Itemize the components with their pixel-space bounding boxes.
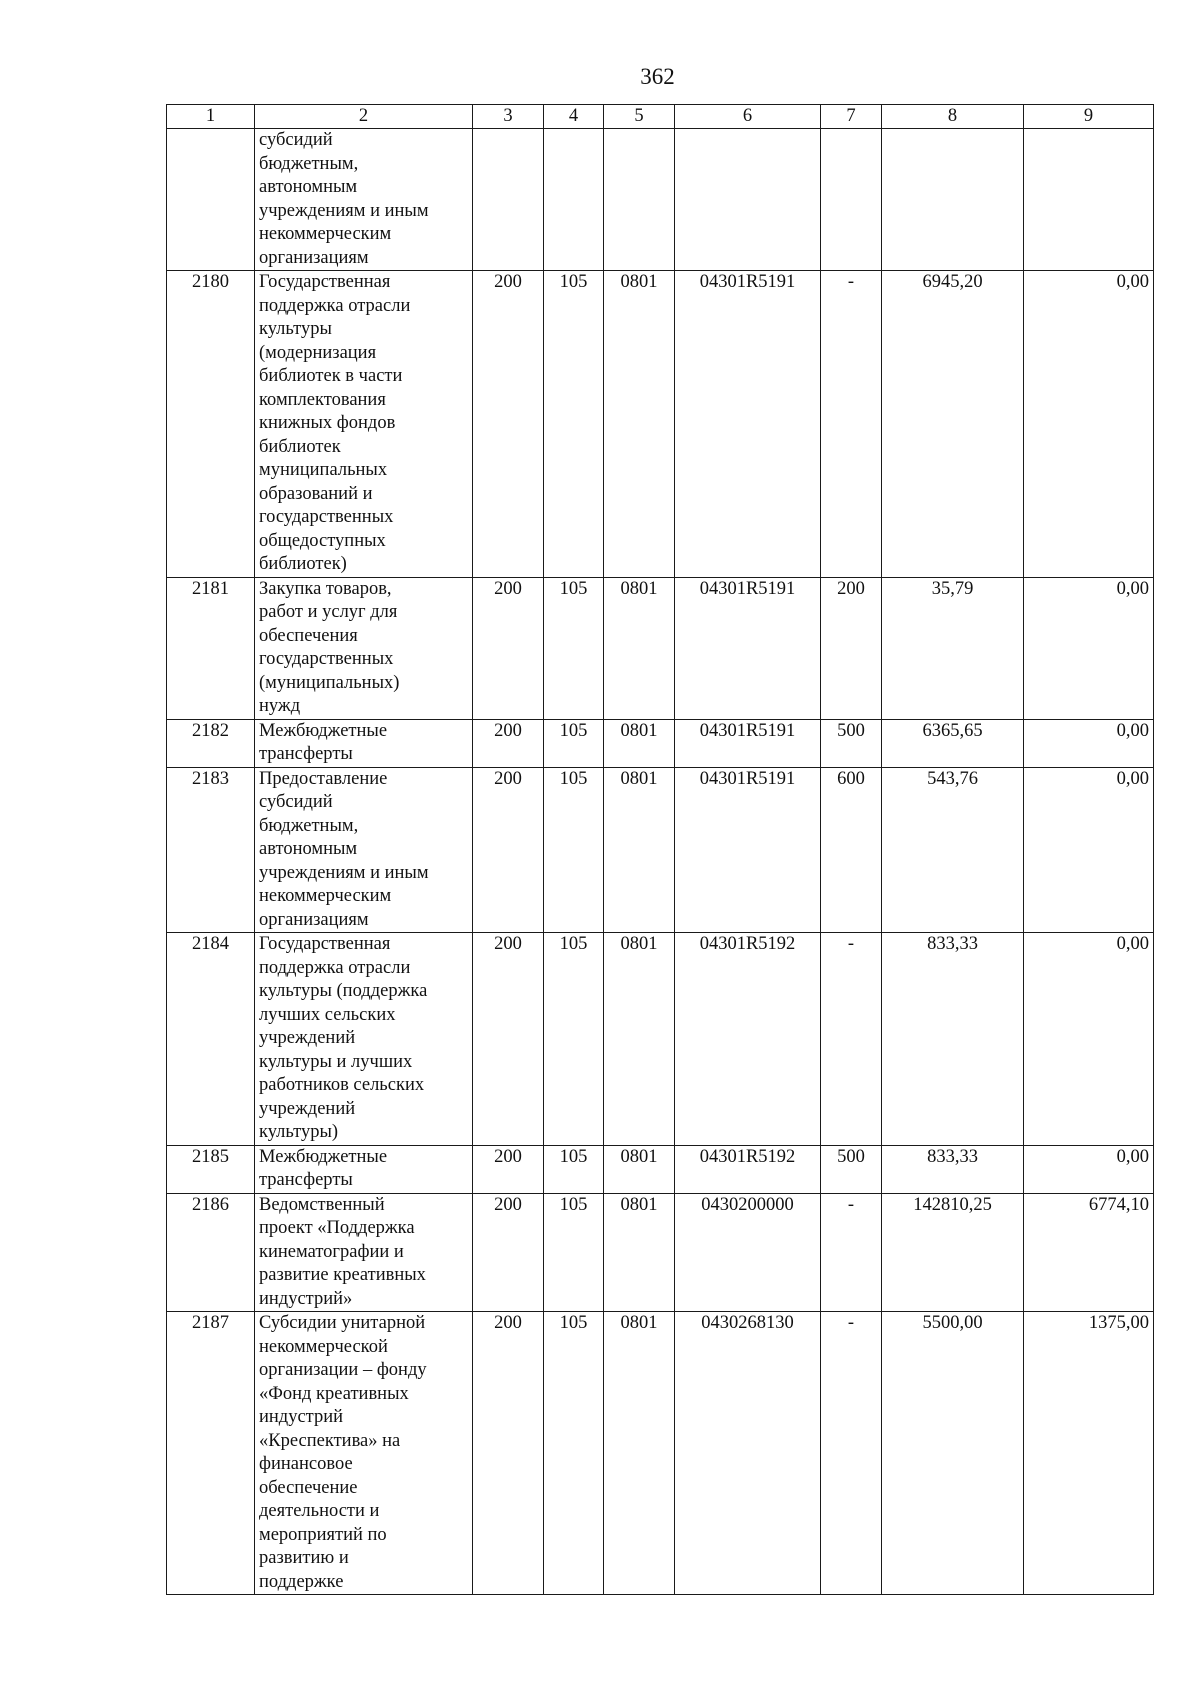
cell-col6: 0430200000 <box>675 1193 821 1312</box>
cell-col4: 105 <box>544 1145 604 1193</box>
row-number: 2184 <box>167 933 255 1146</box>
cell-col4: 105 <box>544 271 604 578</box>
column-header: 8 <box>882 105 1024 129</box>
cell-col4: 105 <box>544 1312 604 1595</box>
cell-col5: 0801 <box>604 577 675 719</box>
row-number: 2180 <box>167 271 255 578</box>
cell-col3: 200 <box>473 271 544 578</box>
cell-col9: 0,00 <box>1024 271 1154 578</box>
table-row <box>167 129 1154 271</box>
row-name: субсидий бюджетным, автономным учреждениям и иным некоммерческим организациям <box>255 129 473 271</box>
row-number <box>167 129 255 271</box>
cell-col3: 200 <box>473 933 544 1146</box>
cell-col4 <box>544 129 604 271</box>
table-row <box>167 933 1154 1146</box>
cell-col9: 0,00 <box>1024 933 1154 1146</box>
cell-col7: 200 <box>821 577 882 719</box>
cell-col8 <box>882 129 1024 271</box>
cell-col6: 04301R5191 <box>675 271 821 578</box>
cell-col8: 5500,00 <box>882 1312 1024 1595</box>
cell-col7: 600 <box>821 767 882 933</box>
cell-col5: 0801 <box>604 1145 675 1193</box>
table-row <box>167 719 1154 767</box>
cell-col4: 105 <box>544 933 604 1146</box>
cell-col5: 0801 <box>604 933 675 1146</box>
row-name: Закупка товаров, работ и услуг для обеспечения государственных (муниципальных) нужд <box>255 577 473 719</box>
row-number: 2186 <box>167 1193 255 1312</box>
table-row <box>167 1312 1154 1595</box>
cell-col8: 833,33 <box>882 1145 1024 1193</box>
row-number: 2187 <box>167 1312 255 1595</box>
table-row <box>167 271 1154 578</box>
cell-col6: 04301R5192 <box>675 1145 821 1193</box>
cell-col9: 1375,00 <box>1024 1312 1154 1595</box>
row-number: 2185 <box>167 1145 255 1193</box>
cell-col8: 6365,65 <box>882 719 1024 767</box>
cell-col9: 6774,10 <box>1024 1193 1154 1312</box>
cell-col5: 0801 <box>604 1312 675 1595</box>
cell-col7: - <box>821 271 882 578</box>
column-header: 5 <box>604 105 675 129</box>
table-row <box>167 1145 1154 1193</box>
column-header: 2 <box>255 105 473 129</box>
cell-col3 <box>473 129 544 271</box>
cell-col9: 0,00 <box>1024 577 1154 719</box>
row-name: Предоставление субсидий бюджетным, автономным учреждениям и иным некоммерческим организациям <box>255 767 473 933</box>
cell-col7: - <box>821 933 882 1146</box>
column-header: 3 <box>473 105 544 129</box>
cell-col3: 200 <box>473 1145 544 1193</box>
cell-col5: 0801 <box>604 271 675 578</box>
page-number: 362 <box>640 64 675 89</box>
table-row <box>167 1193 1154 1312</box>
cell-col8: 543,76 <box>882 767 1024 933</box>
row-number: 2183 <box>167 767 255 933</box>
column-header: 9 <box>1024 105 1154 129</box>
cell-col6: 04301R5191 <box>675 577 821 719</box>
row-number: 2182 <box>167 719 255 767</box>
cell-col6: 04301R5191 <box>675 767 821 933</box>
column-header: 4 <box>544 105 604 129</box>
cell-col9: 0,00 <box>1024 767 1154 933</box>
cell-col9: 0,00 <box>1024 1145 1154 1193</box>
cell-col8: 833,33 <box>882 933 1024 1146</box>
cell-col6 <box>675 129 821 271</box>
cell-col4: 105 <box>544 1193 604 1312</box>
cell-col4: 105 <box>544 767 604 933</box>
cell-col7: 500 <box>821 719 882 767</box>
row-name: Межбюджетные трансферты <box>255 1145 473 1193</box>
cell-col7 <box>821 129 882 271</box>
cell-col3: 200 <box>473 1193 544 1312</box>
row-name: Межбюджетные трансферты <box>255 719 473 767</box>
budget-table <box>166 104 1154 1595</box>
cell-col7: 500 <box>821 1145 882 1193</box>
cell-col3: 200 <box>473 577 544 719</box>
cell-col5: 0801 <box>604 1193 675 1312</box>
header-row <box>167 105 1154 129</box>
row-name: Государственная поддержка отрасли культуры (модернизация библиотек в части комплектования книжных фондов библиотек муниципальных образований и государственных общедоступных библиотек) <box>255 271 473 578</box>
cell-col7: - <box>821 1193 882 1312</box>
row-name: Субсидии унитарной некоммерческой организации – фонду «Фонд креативных индустрий «Креспектива» на финансовое обеспечение деятельности и мероприятий по развитию и поддержке <box>255 1312 473 1595</box>
column-header: 1 <box>167 105 255 129</box>
row-name: Государственная поддержка отрасли культуры (поддержка лучших сельских учреждений культуры и лучших работников сельских учреждений культуры) <box>255 933 473 1146</box>
cell-col3: 200 <box>473 767 544 933</box>
table-row <box>167 767 1154 933</box>
cell-col4: 105 <box>544 719 604 767</box>
cell-col7: - <box>821 1312 882 1595</box>
cell-col8: 142810,25 <box>882 1193 1024 1312</box>
table-row <box>167 577 1154 719</box>
cell-col3: 200 <box>473 719 544 767</box>
cell-col3: 200 <box>473 1312 544 1595</box>
column-header: 6 <box>675 105 821 129</box>
cell-col5: 0801 <box>604 767 675 933</box>
cell-col9 <box>1024 129 1154 271</box>
cell-col5: 0801 <box>604 719 675 767</box>
cell-col6: 04301R5191 <box>675 719 821 767</box>
cell-col8: 35,79 <box>882 577 1024 719</box>
row-name: Ведомственный проект «Поддержка кинематографии и развитие креативных индустрий» <box>255 1193 473 1312</box>
cell-col6: 04301R5192 <box>675 933 821 1146</box>
column-header: 7 <box>821 105 882 129</box>
row-number: 2181 <box>167 577 255 719</box>
cell-col8: 6945,20 <box>882 271 1024 578</box>
cell-col4: 105 <box>544 577 604 719</box>
cell-col6: 0430268130 <box>675 1312 821 1595</box>
cell-col9: 0,00 <box>1024 719 1154 767</box>
cell-col5 <box>604 129 675 271</box>
